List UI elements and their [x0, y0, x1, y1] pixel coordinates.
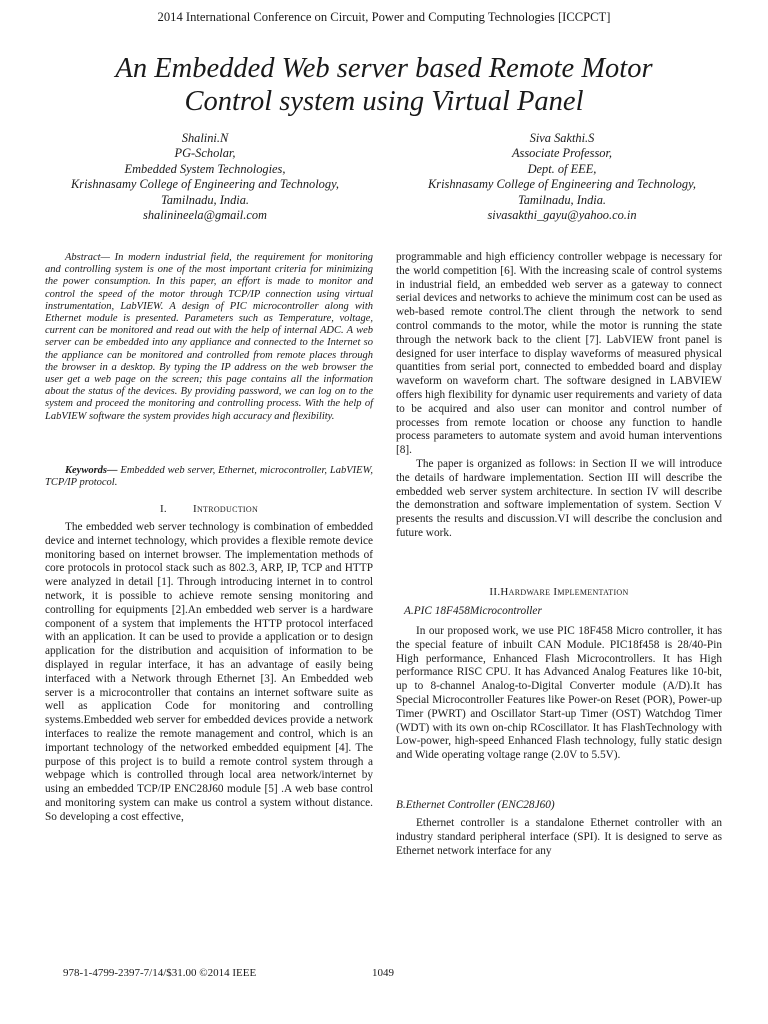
title-line-2: Control system using Virtual Panel: [184, 86, 584, 117]
abstract-label: Abstract—: [65, 252, 110, 263]
paragraph: In our proposed work, we use PIC 18F458 Micro controller, it has the special feature of inbuilt CAN Module. PIC18f458 is 28/40-Pin High performance, Enhanced Flash Microcontrollers. It has High performance RISC CPU. It has Advanced Analog Features like 10-bit, up to 8-channel Analog-to-Digital Converter module (A/D).It has Special Microcontroller Features like Power-on Reset (POR), Power-up Timer (PWRT) and Oscillator Start-up Timer (OST) Watchdog Timer (WDT) with its own on-chip RCoscillator. It has FlashTechnology with Low-power, high-speed Enhanced Flash technology, fully static design and Wide operating voltage range (2.0V to 5.5V).: [396, 625, 722, 762]
paragraph: programmable and high efficiency controller webpage is necessary for the world competition [6]. With the increasing scale of control systems in industrial field, an embedded web server as a gateway to connect serial devices and networks to achieve the minimum cost can be used as web-based remote control.The client through the network to send control commands to the motor, while the motor is running the state through the network back to the client [7]. LabVIEW front panel is designed for user interface to display waveforms of measured physical quantities from serial port, connected to embedded board and display waveform on waveform chart. The software designed in LABVIEW offers high flexibility for dynamic user requirements and variety of data to be acquired and also user can monitor and control number of processes from remote location or choose any function to handle process parameters to automate system and avoid human interventions [8].: [396, 251, 722, 457]
author-block-2: [390, 131, 734, 223]
title-line-1: An Embedded Web server based Remote Motor: [115, 53, 653, 84]
right-column-body: [396, 251, 722, 541]
author-dept: Dept. of EEE,: [527, 161, 597, 176]
paragraph: The embedded web server technology is combination of embedded device and internet technology, which provides a flexible remote device monitoring based on internet browser. The implementation methods of core protocols in protocol stack such as 802.3, ARP, IP, TCP and HTTP were analyzed in detail [1]. Through introducing internet in to control network, it is possible to achieve remote sensing monitoring and controlling for equipments [2].An embedded web server is a hardware component of a system that implements the HTTP protocol interfaced with an application. It can be used to provide a application or to design application for the distribution and acquisition of information to be displayed in regular interface, it has an advantage of easily being interfaced with a Network through Ethernet [3]. An Embedded web server is a microcontroller that contains an internet software suite as well as application Code for monitoring and controlling systems.Embedded web server for embedded devices provide a network interfaces to realize the remote management and control, which is an important technology of the networked embedded equipment [4]. The purpose of this project is to build a remote control system through a webpage which is controlled through local area network/internet by using an embedded TCP/IP ENC28J60 module [5] .A web base control and monitoring system can make us control a system without distance. So developing a cost effective,: [45, 521, 373, 823]
author-email: sivasakthi_gayu@yahoo.co.in: [487, 208, 637, 223]
author-name: Shalini.N: [181, 131, 229, 145]
keywords-label: Keywords—: [65, 465, 118, 476]
author-location: Tamilnadu, India.: [160, 192, 249, 207]
subsection-b-body: [396, 817, 722, 858]
keywords-text: Embedded web server, Ethernet, microcontroller, LabVIEW, TCP/IP protocol.: [45, 465, 373, 489]
section-number: II.: [489, 586, 501, 598]
section-title: Introduction: [192, 503, 259, 515]
author-role: PG-Scholar,: [174, 146, 236, 161]
paper-title: [40, 52, 728, 118]
author-email: shalinineela@gmail.com: [143, 208, 267, 223]
author-role: Associate Professor,: [511, 146, 613, 161]
author-block-1: [34, 131, 376, 223]
abstract-text: In modern industrial field, the requirement for monitoring and controlling system is one of the most important criteria for minimizing the power consumption. In this paper, an effort is made to monitor and control the speed of the motor through TCP/IP connection using virtual instrumentation, LabVIEW. A design of PIC microcontroller along with Ethernet module is presented. Parameters such as Temperature, voltage, current can be monitored and read out with the help of internal ADC. A web server can be embedded into any appliance and connected to the Internet so the appliance can be monitored and controlled from remote places through the browser in a desktop. By typing the IP address on the web browser the user get a web page on the screen; this page contains all the information about the status of the devices. By providing password, we can log on to the system and proceed the monitoring and controlling process. With the help of LabVIEW software the system provides high accuracy and flexibility.: [45, 252, 373, 422]
section-heading-hardware: [396, 586, 722, 598]
introduction-body: [45, 521, 373, 825]
author-college: Krishnasamy College of Engineering and Technology,: [428, 177, 696, 192]
keywords: [45, 465, 373, 489]
abstract: [45, 252, 373, 423]
section-title: Hardware Implementation: [500, 586, 629, 598]
paragraph: The paper is organized as follows: in Section II we will introduce the details of hardware implementation. Section III will describe the embedded web server system architecture. In section IV will describe the demonstration and software implementation of system. Section V presents the results and discussion.VI will describe the conclusion and future work.: [396, 457, 722, 539]
footer-isbn: 978-1-4799-2397-7/14/$31.00 ©2014 IEEE: [63, 967, 257, 979]
paragraph: Ethernet controller is a standalone Ethernet controller with an industry standard peripheral interface (SPI). It is designed to serve as Ethernet network interface for any: [396, 817, 722, 857]
section-number: I.: [159, 503, 167, 515]
subsection-b-title: B.Ethernet Controller (ENC28J60): [396, 799, 555, 811]
author-college: Krishnasamy College of Engineering and Technology,: [71, 177, 339, 192]
section-heading-introduction: [45, 503, 373, 515]
author-name: Siva Sakthi.S: [529, 131, 595, 145]
subsection-a-title: A.PIC 18F458Microcontroller: [404, 605, 542, 617]
subsection-a-body: [396, 625, 722, 763]
author-location: Tamilnadu, India.: [517, 192, 606, 207]
conference-header: 2014 International Conference on Circuit, Power and Computing Technologies [ICCPCT]: [157, 10, 611, 24]
page-number: 1049: [372, 967, 394, 979]
author-dept: Embedded System Technologies,: [124, 161, 286, 176]
